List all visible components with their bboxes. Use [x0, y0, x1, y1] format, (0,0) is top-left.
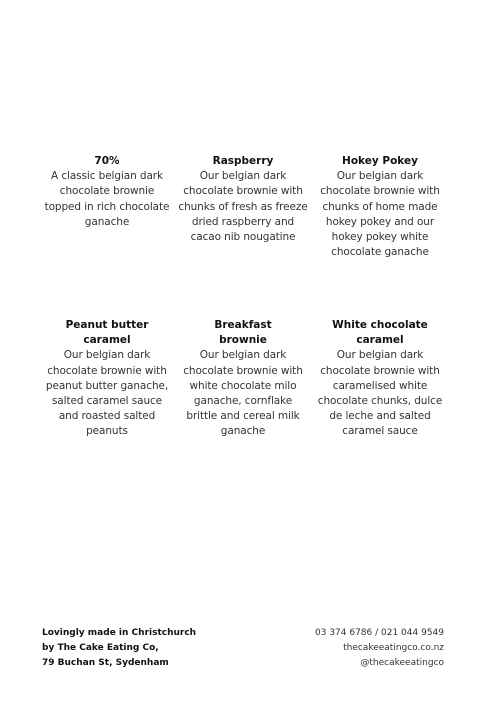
footer-address-line: Lovingly made in Christchurch: [42, 628, 197, 638]
menu-item-description: Our belgian dark chocolate brownie with chunks of home made hokey pokey and our hokey pokey white chocolate ganache: [320, 170, 440, 259]
menu-item-name: Raspberry: [212, 155, 274, 167]
footer-phone: 03 374 6786 / 021 044 9549: [315, 628, 444, 638]
menu-item-description: Our belgian dark chocolate brownie with caramelised white chocolate chunks, dulce de leche and salted caramel sauce: [317, 349, 443, 438]
footer-address-line: 79 Buchan St, Sydenham: [42, 658, 169, 668]
menu-item-description: A classic belgian dark chocolate brownie topped in rich chocolate ganache: [44, 170, 170, 228]
footer-contact: [315, 626, 444, 671]
menu-item-peanut-butter-caramel: [42, 318, 172, 440]
menu-item-raspberry: [178, 154, 308, 245]
menu-item-70-percent: [42, 154, 172, 230]
menu-item-name: Breakfast brownie: [214, 319, 272, 347]
menu-item-breakfast-brownie: [178, 318, 308, 440]
menu-item-description: Our belgian dark chocolate brownie with peanut butter ganache, salted caramel sauce and roasted salted peanuts: [45, 349, 169, 438]
menu-item-description: Our belgian dark chocolate brownie with white chocolate milo ganache, cornflake brittle and cereal milk ganache: [183, 349, 303, 438]
menu-item-name: White chocolate caramel: [332, 319, 428, 347]
menu-item-name: 70%: [94, 155, 120, 167]
menu-item-hokey-pokey: [315, 154, 445, 260]
menu-item-white-chocolate-caramel: [315, 318, 445, 440]
menu-item-description: Our belgian dark chocolate brownie with chunks of fresh as freeze dried raspberry and cacao nib nougatine: [178, 170, 308, 244]
menu-item-name: Hokey Pokey: [342, 155, 418, 167]
footer-website: thecakeeatingco.co.nz: [343, 643, 444, 653]
footer-address-line: by The Cake Eating Co,: [42, 643, 159, 653]
menu-item-name: Peanut butter caramel: [65, 319, 149, 347]
footer-social: @thecakeeatingco: [360, 658, 444, 668]
footer-address: [42, 626, 196, 671]
